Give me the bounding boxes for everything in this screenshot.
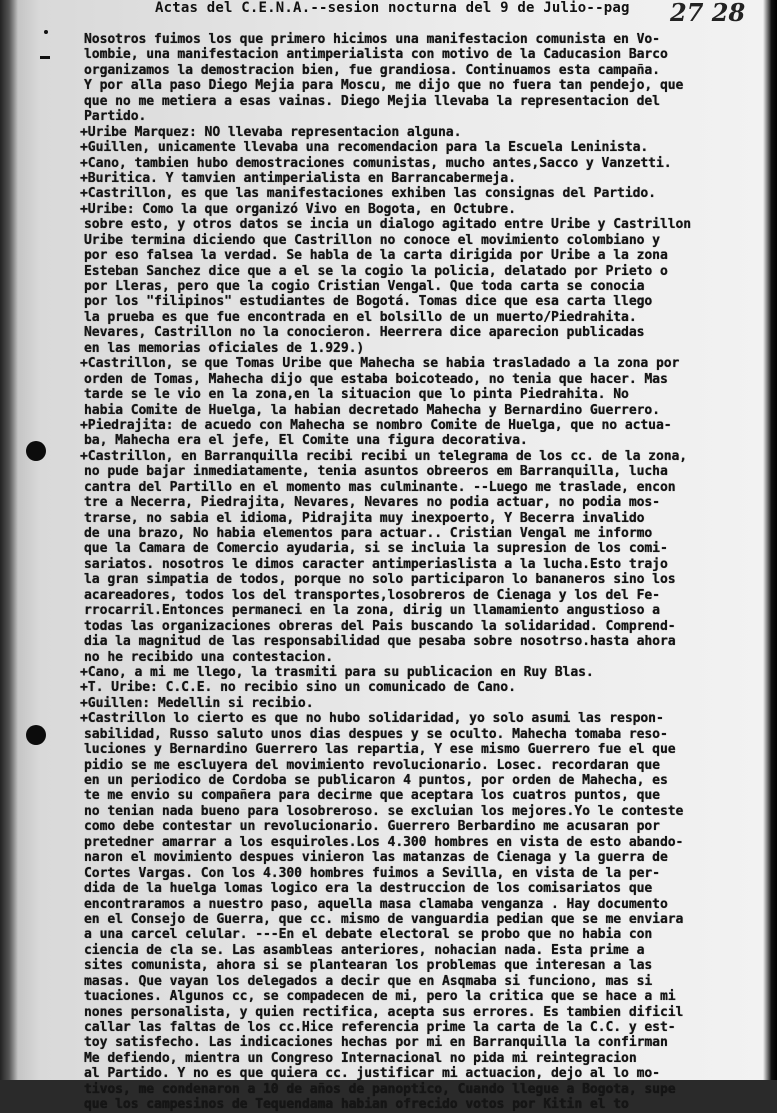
text-line: Nevares, Castrillon no la conocieron. Heerrera dice aparecion publicadas — [84, 325, 645, 341]
text-line: sabilidad, Russo saluto unos dias despues y se oculto. Mahecha tomaba reso- — [84, 726, 668, 742]
text-line: masas. Que vayan los delegados a decir que en Asqmaba si funciono, mas si — [84, 973, 653, 989]
text-line: por eso falsea la verdad. Se habla de la carta dirigida por Uribe a la zona — [84, 248, 668, 264]
text-line: nones personalista, y quien rectifica, acepta sus errores. Es tambien dificil — [84, 1004, 684, 1020]
text-line: tuaciones. Algunos cc, se compadecen de mi, pero la critica que se hace a mi — [84, 989, 676, 1005]
text-line: lombie, una manifestacion antimperialista con motivo de la Caducasion Barco — [84, 47, 668, 63]
text-line: dida de la huelga lomas logico era la destruccion de los comisariatos que — [84, 881, 653, 897]
text-line: la gran simpatia de todos, porque no solo participaron lo bananeros sino los — [84, 572, 676, 588]
text-line: +Uribe: Como la que organizó Vivo en Bogota, en Octubre. — [80, 201, 516, 217]
text-line: Esteban Sanchez dice que a el se la cogio la policia, delatado por Prieto o — [84, 263, 668, 279]
text-line: organizamos la demostracion bien, fue grandiosa. Continuamos esta campaña. — [84, 62, 660, 78]
text-line: +Castrillon, se que Tomas Uribe que Mahecha se habia trasladado a la zona por — [80, 356, 680, 372]
text-line: tivos, me condenaron a 10 de años de panoptico, Cuando llegue a Bogota, supe — [84, 1081, 676, 1097]
text-line: te me envio su compañera para decirme que aceptara los cuatros puntos, que — [84, 788, 660, 804]
text-line: pretedner amarrar a los esquiroles.Los 4.300 hombres en vista de esto abando- — [84, 834, 684, 850]
text-line: Me defiendo, mientra un Congreso Internacional no pida mi reintegracion — [84, 1050, 637, 1066]
text-line: por los "filipinos" estudiantes de Bogotá. Tomas dice que esa carta llego — [84, 294, 653, 310]
text-line: +Guillen: Medellin si recibio. — [80, 695, 314, 711]
scan-right-edge — [763, 0, 777, 1080]
text-line: +Guillen, unicamente llevaba una recomendacion para la Escuela Leninista. — [80, 140, 649, 156]
text-line: la prueba es que fue encontrada en el bolsillo de un muerto/Piedrahita. — [84, 309, 637, 325]
text-line: de una brazo, No habia elementos para actuar.. Cristian Vengal me informo — [84, 526, 653, 541]
text-line: encontraramos a nuestro paso, aquella masa clamaba venganza . Hay documento — [84, 896, 668, 912]
text-line: +T. Uribe: C.C.E. no recibio sino un comunicado de Cano. — [80, 680, 516, 696]
margin-mark — [40, 56, 50, 59]
margin-dot — [44, 30, 48, 34]
punch-hole-bottom — [26, 725, 46, 745]
text-line: trarse, no sabia el idioma, Pidrajita muy inexpoerto, Y Becerra invalido — [84, 510, 645, 526]
scan-left-shadow — [0, 0, 18, 1080]
text-line: por Lleras, pero que la cogio Cristian Vengal. Que toda carta se conocia — [84, 279, 645, 294]
text-line: dia la magnitud de las responsabilidad que pesaba sobre nosotrso.hasta ahora — [84, 634, 676, 650]
text-line: como debe contestar un revolucionario. Guerrero Berbardino me acusaran por — [84, 819, 660, 835]
page-header: Actas del C.E.N.A.--sesion nocturna del 9 de Julio--pag — [155, 0, 630, 16]
page-number: 27 28 — [670, 0, 746, 27]
text-line: luciones y Bernardino Guerrero las repartia, Y ese mismo Guerrero fue el que — [84, 742, 676, 758]
text-line: +Buritica. Y tamvien antimperialista en Barrancabermeja. — [80, 170, 516, 186]
text-line: todas las organizaciones obreras del Pais buscando la solidaridad. Comprend- — [84, 618, 676, 634]
text-line: +Castrillon lo cierto es que no hubo solidaridad, yo solo asumi las respon- — [80, 711, 664, 727]
text-line: Cortes Vargas. Con los 4.300 hombres fuimos a Sevilla, en vista de la per- — [84, 865, 660, 881]
punch-hole-top — [26, 441, 46, 461]
text-line: orden de Tomas, Mahecha dijo que estaba boicoteado, no tenia que hacer. Mas — [84, 371, 668, 387]
text-line: sobre esto, y otros datos se incia un dialogo agitado entre Uribe y Castrillon — [84, 217, 692, 233]
text-line: a una carcel celular. ---En el debate electoral se probo que no habia con — [84, 927, 653, 943]
text-line: Partido. — [84, 109, 147, 125]
document-body — [80, 32, 764, 1113]
text-line: no tenian nada bueno para losobreroso. se excluian los mejores.Yo le conteste — [84, 803, 684, 819]
text-line: rrocarril.Entonces permaneci en la zona, dirig un llamamiento angustioso a — [84, 603, 660, 619]
text-line: +Uribe Marquez: NO llevaba representacion alguna. — [80, 124, 462, 140]
text-line: no he recibido una contestacion. — [84, 649, 334, 665]
text-line: ciencia de cla se. Las asambleas anteriores, nohacian nada. Esta prime a — [84, 942, 645, 958]
text-line: +Castrillon, es que las manifestaciones exhiben las consignas del Partido. — [80, 186, 656, 202]
text-line: Nosotros fuimos los que primero hicimos una manifestacion comunista en Vo- — [84, 32, 660, 47]
text-line: sites comunista, ahora si se plantearan los problemas que interesan a las — [84, 958, 653, 974]
text-line: Y por alla paso Diego Mejia para Moscu, me dijo que no fuera tan pendejo, que — [84, 78, 684, 94]
text-line: pidio se me escluyera del movimiento revolucionario. Losec. recordaran que — [84, 757, 660, 773]
text-line: en las memorias oficiales de 1.929.) — [84, 340, 365, 356]
text-line: en un periodico de Cordoba se publicaron 4 puntos, por orden de Mahecha, es — [84, 773, 668, 788]
text-line: en el Consejo de Guerra, que cc. mismo de vanguardia pedian que se me enviara — [84, 911, 684, 927]
text-line: +Cano, tambien hubo demostraciones comunistas, mucho antes,Sacco y Vanzetti. — [80, 155, 672, 171]
text-line: cantra del Partillo en el momento mas culminante. --Luego me traslade, encon — [84, 479, 676, 495]
text-line: naron el movimiento despues vinieron las matanzas de Cienaga y la guerra de — [84, 850, 668, 866]
text-line: que la Camara de Comercio ayudaria, si se incluia la supresion de los comi- — [84, 541, 668, 557]
text-line: +Piedrajita: de acuedo con Mahecha se nombro Comite de Huelga, que no actua- — [80, 417, 672, 433]
text-line: no pude bajar inmediatamente, tenia asuntos obreeros em Barranquilla, lucha — [84, 464, 668, 480]
text-line: tarde se le vio en la zona,en la situacion que lo pinta Piedrahita. No — [84, 387, 629, 403]
text-line: +Cano, a mi me llego, la trasmiti para su publicacion en Ruy Blas. — [80, 664, 594, 680]
text-line: al Partido. Y no es que quiera cc. justificar mi actuacion, dejo al lo mo- — [84, 1066, 660, 1082]
text-line: callar las faltas de los cc.Hice referencia prime la carta de la C.C. y est- — [84, 1020, 676, 1035]
text-line: sariatos. nosotros le dimos caracter antimperiaslista a la lucha.Esto trajo — [84, 556, 668, 572]
text-line: toy satisfecho. Las indicaciones hechas por mi en Barranquilla la confirman — [84, 1035, 668, 1051]
text-line: Uribe termina diciendo que Castrillon no conoce el movimiento colombiano y — [84, 232, 660, 248]
text-line: que los campesinos de Tequendama habian ofrecido votos por Kitin el to — [84, 1097, 629, 1113]
text-line: habia Comite de Huelga, la habian decretado Mahecha y Bernardino Guerrero. — [84, 402, 660, 418]
text-line: +Castrillon, en Barranquilla recibi recibi un telegrama de los cc. de la zona, — [80, 448, 688, 464]
text-line: tre a Necerra, Piedrajita, Nevares, Nevares no podia actuar, no podia mos- — [84, 495, 660, 511]
text-line: acareadores, todos los del transportes,losobreros de Cienaga y los del Fe- — [84, 587, 660, 603]
text-line: ba, Mahecha era el jefe, El Comite una figura decorativa. — [84, 433, 528, 449]
text-line: que no me metiera a esas vainas. Diego Mejia llevaba la representacion del — [84, 93, 660, 109]
